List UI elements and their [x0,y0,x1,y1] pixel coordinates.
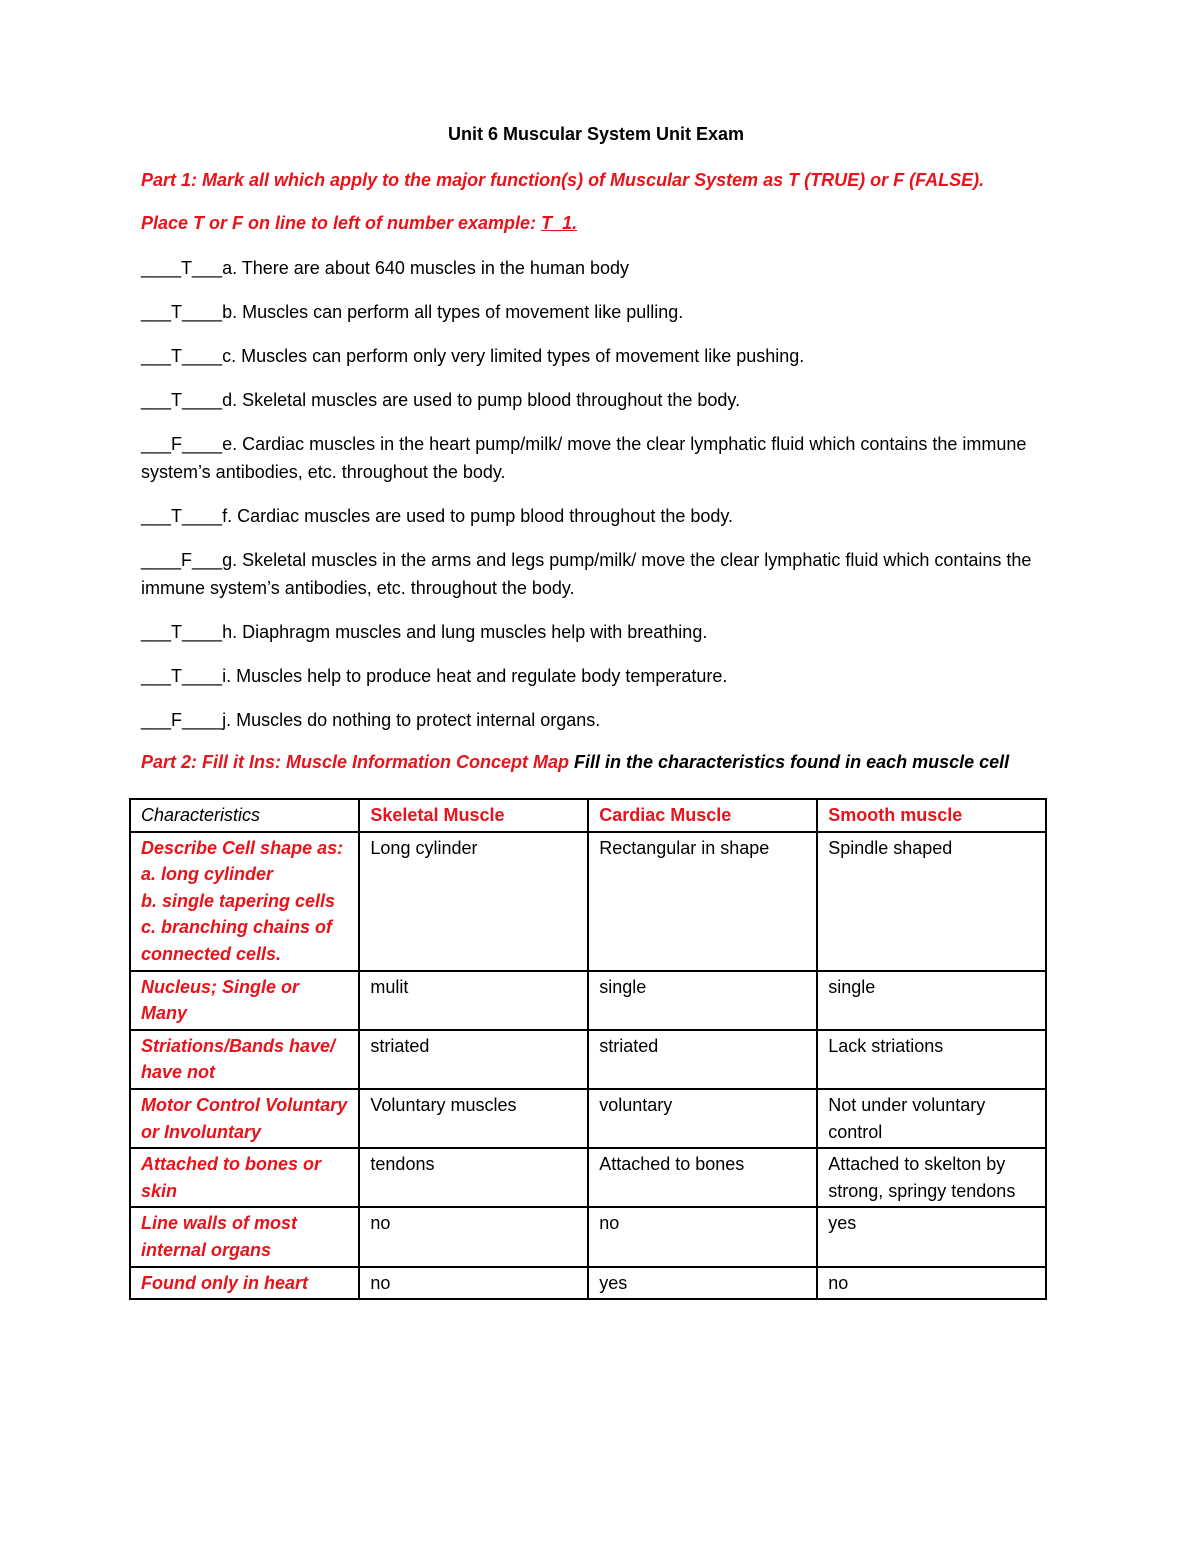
question-text: f. Cardiac muscles are used to pump blood throughout the body. [222,506,734,526]
question-text: e. Cardiac muscles in the heart pump/milk/ move the clear lymphatic fluid which contains the immune system’s antibodies, etc. throughout the body. [141,434,1027,482]
exam-page [141,122,1051,790]
answer-blank[interactable]: ___F____ [141,710,223,730]
row-label-nucleus: Nucleus; Single or Many [130,971,359,1030]
answer-blank[interactable]: ____T___ [141,258,223,278]
table-row [130,832,1046,971]
part1-instruction-text: Part 1: Mark all which apply to the major function(s) of Muscular System as T (TRUE) or F (FALSE). [141,170,985,190]
part2-heading [141,750,1051,774]
cell-cardiac[interactable]: Rectangular in shape [588,832,817,971]
header-characteristics: Characteristics [130,799,359,832]
table-header-row [130,799,1046,832]
cell-cardiac[interactable]: yes [588,1267,817,1300]
cell-smooth[interactable]: yes [817,1207,1046,1266]
row-label-line-walls: Line walls of most internal organs [130,1207,359,1266]
cell-skeletal[interactable]: Voluntary muscles [359,1089,588,1148]
question-item-b [141,298,1051,326]
part1-instruction [141,168,1051,192]
question-item-g [141,546,1051,602]
cell-cardiac[interactable]: voluntary [588,1089,817,1148]
cell-cardiac[interactable]: striated [588,1030,817,1089]
header-cardiac: Cardiac Muscle [588,799,817,832]
table-row [130,1267,1046,1300]
row-label-heart: Found only in heart [130,1267,359,1300]
cell-skeletal[interactable]: tendons [359,1148,588,1207]
answer-blank[interactable]: ___T____ [141,346,223,366]
cell-cardiac[interactable]: Attached to bones [588,1148,817,1207]
answer-blank[interactable]: ___F____ [141,434,223,454]
cell-smooth[interactable]: no [817,1267,1046,1300]
question-text: a. There are about 640 muscles in the human body [222,258,630,278]
question-item-d [141,386,1051,414]
row-label-motor-control: Motor Control Voluntary or Involuntary [130,1089,359,1148]
question-item-i [141,662,1051,690]
header-skeletal: Skeletal Muscle [359,799,588,832]
table-row [130,1030,1046,1089]
example-prefix: Place T or F on line to left of number example: [141,213,542,233]
answer-blank[interactable]: ___T____ [141,302,223,322]
question-text: b. Muscles can perform all types of movement like pulling. [222,302,684,322]
question-item-h [141,618,1051,646]
table-row [130,971,1046,1030]
table-row [130,1089,1046,1148]
example-answer: T_1. [541,213,578,233]
cell-skeletal[interactable]: Long cylinder [359,832,588,971]
cell-smooth[interactable]: Spindle shaped [817,832,1046,971]
question-text: j. Muscles do nothing to protect internal organs. [222,710,601,730]
cell-smooth[interactable]: Lack striations [817,1030,1046,1089]
table-row [130,1148,1046,1207]
answer-blank[interactable]: ___T____ [141,622,223,642]
cell-skeletal[interactable]: mulit [359,971,588,1030]
answer-blank[interactable]: ____F___ [141,550,223,570]
row-label-cell-shape [130,832,359,971]
question-item-c [141,342,1051,370]
question-item-a [141,254,1051,282]
question-text: i. Muscles help to produce heat and regulate body temperature. [222,666,728,686]
answer-blank[interactable]: ___T____ [141,666,223,686]
cell-shape-label: Describe Cell shape as: a. long cylinder b. single tapering cells c. branching chains of connected cells. [141,837,344,964]
question-item-j [141,706,1051,734]
row-label-striations: Striations/Bands have/ have not [130,1030,359,1089]
cell-cardiac[interactable]: no [588,1207,817,1266]
part2-heading-red: Part 2: Fill it Ins: Muscle Information Concept Map [141,752,575,772]
cell-cardiac[interactable]: single [588,971,817,1030]
answer-blank[interactable]: ___T____ [141,506,223,526]
answer-blank[interactable]: ___T____ [141,390,223,410]
row-label-attached: Attached to bones or skin [130,1148,359,1207]
page-title: Unit 6 Muscular System Unit Exam [447,124,745,144]
part2-heading-black: Fill in the characteristics found in each muscle cell [574,752,1010,772]
question-text: d. Skeletal muscles are used to pump blood throughout the body. [222,390,741,410]
cell-skeletal[interactable]: no [359,1267,588,1300]
cell-smooth[interactable]: single [817,971,1046,1030]
cell-smooth[interactable]: Attached to skelton by strong, springy tendons [817,1148,1046,1207]
part1-example-instruction [141,211,1051,235]
question-item-f [141,502,1051,530]
cell-skeletal[interactable]: no [359,1207,588,1266]
question-text: h. Diaphragm muscles and lung muscles help with breathing. [222,622,708,642]
cell-smooth[interactable]: Not under voluntary control [817,1089,1046,1148]
question-text: g. Skeletal muscles in the arms and legs pump/milk/ move the clear lymphatic fluid which contains the immune system’s antibodies, etc. throughout the body. [141,550,1032,598]
question-text: c. Muscles can perform only very limited types of movement like pushing. [222,346,805,366]
question-item-e [141,430,1051,486]
muscle-concept-map-table [129,798,1047,1300]
table-row [130,1207,1046,1266]
header-smooth: Smooth muscle [817,799,1046,832]
cell-skeletal[interactable]: striated [359,1030,588,1089]
